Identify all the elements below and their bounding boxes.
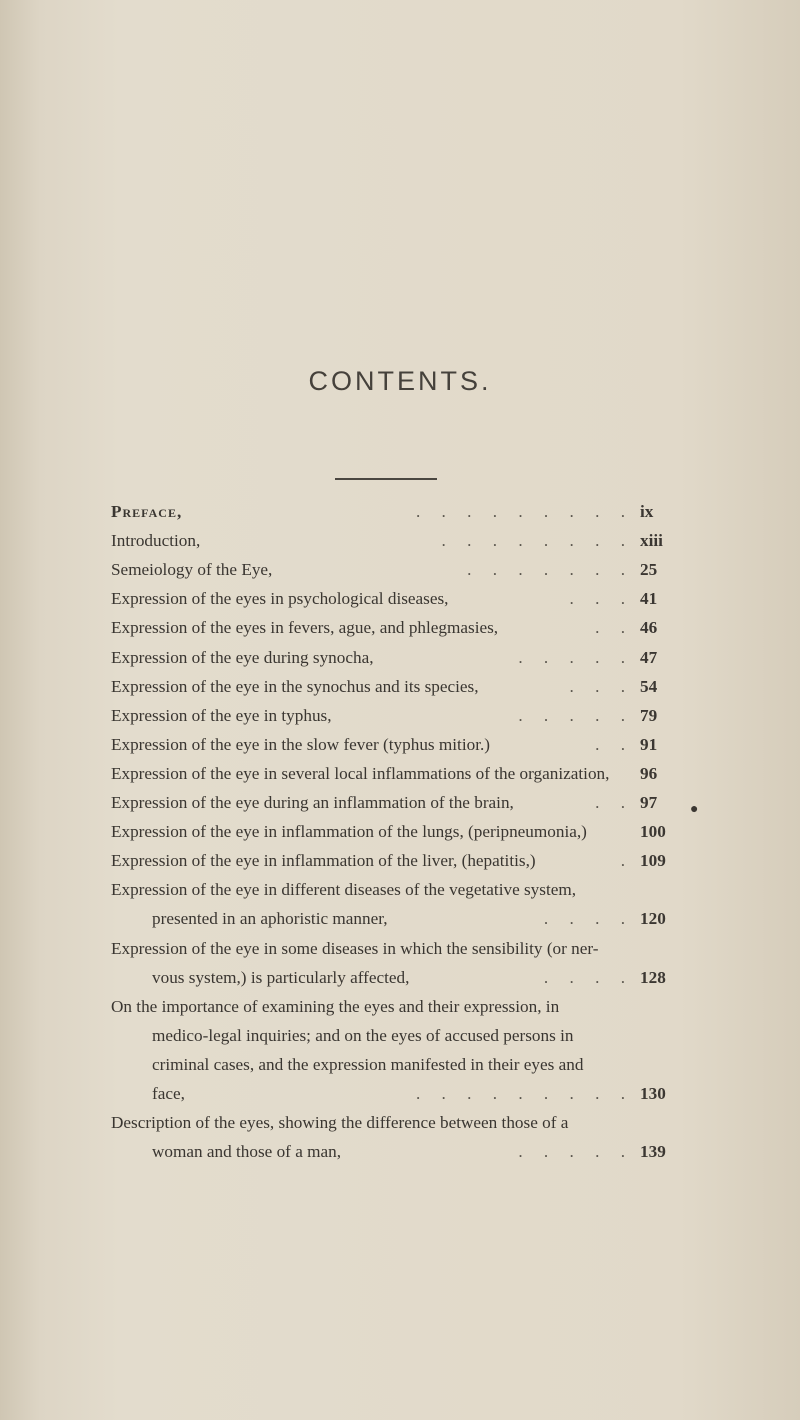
entry-page-number: 46 — [640, 618, 658, 638]
entry-page-number: 79 — [640, 705, 658, 725]
entry-page-number: 128 — [640, 967, 666, 987]
entry-page-number: 130 — [640, 1083, 666, 1103]
entry-page-number: 100 — [640, 822, 666, 842]
heading-rule — [335, 478, 437, 480]
dot-leaders: . . . — [569, 589, 625, 609]
dot-leaders: . . — [595, 734, 625, 754]
dot-leaders: . . . . . . . — [467, 560, 625, 580]
entry-page-number: xiii — [640, 531, 663, 551]
dot-leaders: . . — [595, 793, 625, 812]
dot-leaders: . . . . . . . . — [441, 531, 625, 551]
dot-leaders: . . . . . — [518, 1142, 625, 1162]
entry-page-number: 91 — [640, 734, 658, 754]
dot-leaders: . . . . . . . . . — [415, 502, 625, 521]
dot-leaders: . . . . — [543, 967, 625, 987]
entry-page-number: 54 — [640, 676, 658, 696]
entry-page-number: 139 — [640, 1142, 666, 1162]
book-page: CONTENTS. Preface, . . . . . . . . . ix Introduction, . . . . . . . . xiii Semeiology of the Eye, . . . . . . . 25 Expression of the eyes in psychological diseases, . . . 41 Expression of the eyes in fevers, ague, and phlegmasies, . . 46 Expression of the eye during synocha, . . . . . 47 Expression of the eye in the synochus and its species, . . . 54 Expression of the eye in typhus, . . . . . 79 Expression of the eye in the slow fever (typhus mitior.) . . 91 Expression of the eye in several local inflammations of the organization, 96 Expression of the eye during an inflammation of the brain, . . 97 Expression of the eye in inflammation of the lungs, (peripneumonia,) 100 Expression of the eye in inflammation of the liver, (hepatitis,) . 109 Expression of the eye in different diseases of the vegetative system, presented in an aphoristic manner, . . . . 120 Expression of the eye in some diseases in which the sensibility (or ner- vous system,) is particularly affected, . . . . 128 On the importance of examining the eyes and their expression, in medico-legal inquiries; and on the eyes of accused persons in criminal cases, and the expression manifested in their eyes and face, . . . . . . . . . 130 Description of the eyes, showing the difference between those of a woman and those of a man, . . . . . 139 ● — [0, 0, 800, 1420]
margin-mark: ● — [690, 802, 699, 817]
entry-page-number: 97 — [640, 793, 658, 812]
entry-page-number: 109 — [640, 851, 666, 871]
entry-page-number: 96 — [640, 763, 658, 783]
dot-leaders: . . . . — [543, 909, 625, 929]
entry-page-number: ix — [640, 502, 654, 521]
dot-leaders: . . . . . — [518, 705, 625, 725]
dot-leaders: . — [620, 851, 625, 871]
entry-page-number: 47 — [640, 647, 658, 667]
entry-page-number: 25 — [640, 560, 658, 580]
dot-leaders: . . . . . — [518, 647, 625, 667]
contents-heading: CONTENTS. — [308, 366, 492, 396]
dot-leaders: . . . — [569, 676, 625, 696]
entry-page-number: 120 — [640, 909, 666, 929]
entry-page-number: 41 — [640, 589, 658, 609]
dot-leaders: . . — [595, 618, 625, 638]
dot-leaders: . . . . . . . . . — [415, 1083, 625, 1103]
